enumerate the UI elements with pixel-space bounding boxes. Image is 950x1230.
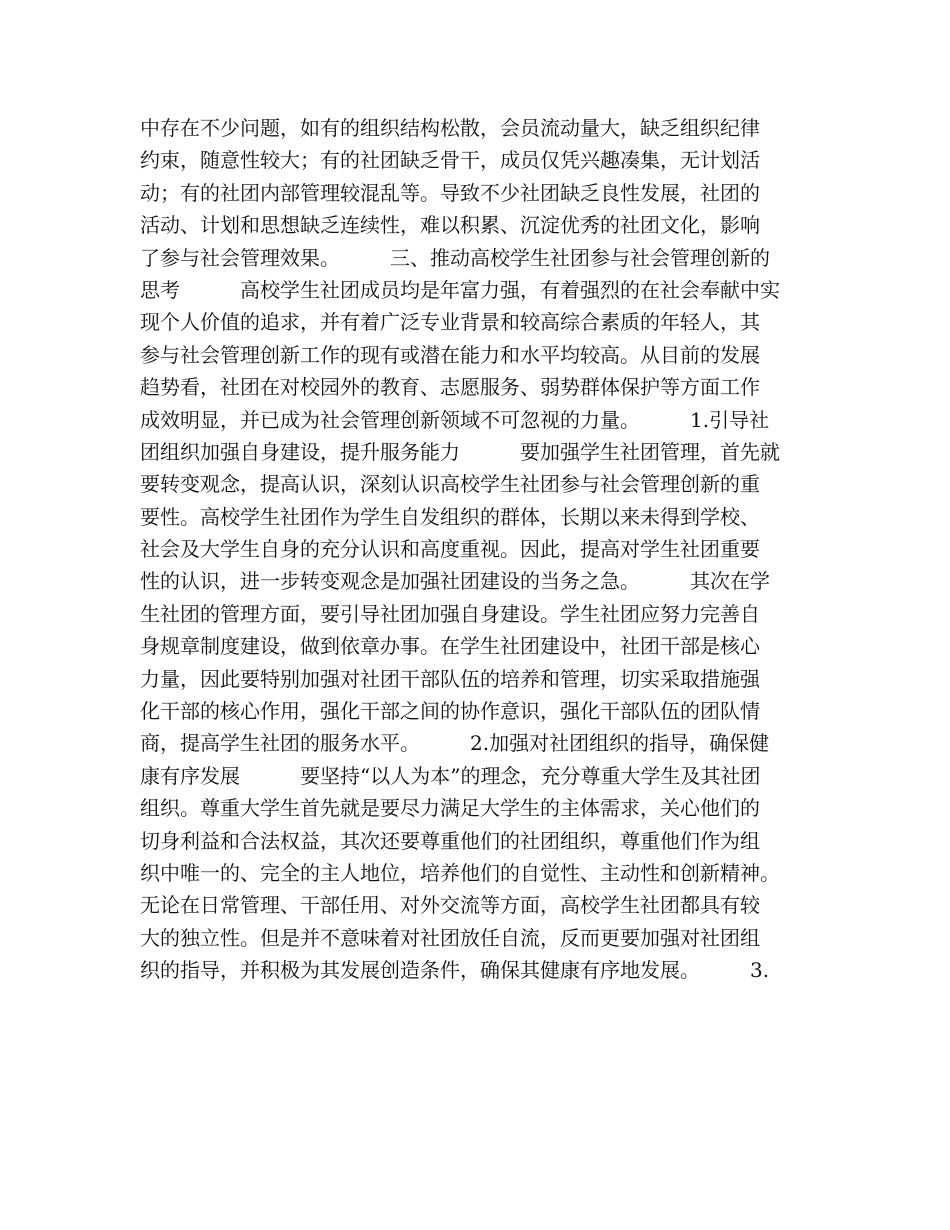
text-line: 康有序发展 要坚持“以人为本”的理念，充分尊重大学生及其社团 <box>140 763 761 788</box>
text-line: 无论在日常管理、干部任用、对外交流等方面，高校学生社团都具有较 <box>140 893 760 918</box>
text-line: 现个人价值的追求，并有着广泛专业背景和较高综合素质的年轻人，其 <box>140 310 760 335</box>
body-text <box>140 112 820 987</box>
text-line: 约束，随意性较大；有的社团缺乏骨干，成员仅凭兴趣凑集，无计划活 <box>140 148 760 173</box>
text-line: 参与社会管理创新工作的现有或潜在能力和水平均较高。从目前的发展 <box>140 342 760 367</box>
text-line: 商，提高学生社团的服务水平。 2.加强对社团组织的指导，确保健 <box>140 731 770 756</box>
text-line: 大的独立性。但是并不意味着对社团放任自流，反而更要加强对社团组 <box>140 925 760 950</box>
text-line: 织中唯一的、完全的主人地位，培养他们的自觉性、主动性和创新精神。 <box>140 860 780 885</box>
text-line: 力量，因此要特别加强对社团干部队伍的培养和管理，切实采取措施强 <box>140 666 760 691</box>
text-line: 动；有的社团内部管理较混乱等。导致不少社团缺乏良性发展，社团的 <box>140 180 760 205</box>
text-line: 社会及大学生自身的充分认识和高度重视。因此，提高对学生社团重要 <box>140 537 760 562</box>
text-line: 组织。尊重大学生首先就是要尽力满足大学生的主体需求，关心他们的 <box>140 796 760 821</box>
text-line: 要性。高校学生社团作为学生自发组织的群体，长期以来未得到学校、 <box>140 504 760 529</box>
text-line: 生社团的管理方面，要引导社团加强自身建设。学生社团应努力完善自 <box>140 601 760 626</box>
text-line: 要转变观念，提高认识，深刻认识高校学生社团参与社会管理创新的重 <box>140 472 760 497</box>
text-line: 思考 高校学生社团成员均是年富力强，有着强烈的在社会奉献中实 <box>140 277 780 302</box>
text-line: 性的认识，进一步转变观念是加强社团建设的当务之急。 其次在学 <box>140 569 770 594</box>
text-line: 化干部的核心作用，强化干部之间的协作意识，强化干部队伍的团队情 <box>140 699 760 724</box>
text-line: 成效明显，并已成为社会管理创新领域不可忽视的力量。 1.引导社 <box>140 407 770 432</box>
text-line: 了参与社会管理效果。 三、推动高校学生社团参与社会管理创新的 <box>140 245 770 270</box>
text-line: 趋势看，社团在对校园外的教育、志愿服务、弱势群体保护等方面工作 <box>140 375 760 400</box>
text-line: 身规章制度建设，做到依章办事。在学生社团建设中，社团干部是核心 <box>140 634 760 659</box>
text-line: 织的指导，并积极为其发展创造条件，确保其健康有序地发展。 3. <box>140 958 770 983</box>
text-line: 团组织加强自身建设，提升服务能力 要加强学生社团管理，首先就 <box>140 439 780 464</box>
text-line: 中存在不少问题，如有的组织结构松散，会员流动量大，缺乏组织纪律 <box>140 116 760 140</box>
text-line: 切身利益和合法权益，其次还要尊重他们的社团组织，尊重他们作为组 <box>140 828 760 853</box>
text-line: 活动、计划和思想缺乏连续性，难以积累、沉淀优秀的社团文化，影响 <box>140 213 760 238</box>
